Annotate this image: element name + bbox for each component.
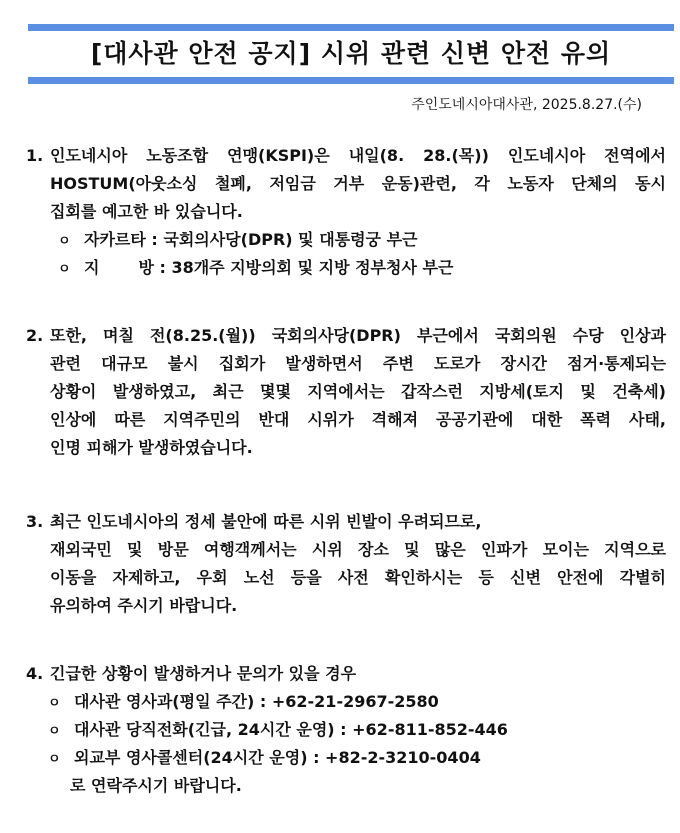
title-bottom-rule [28,77,674,84]
contact-item: ㅇ 대사관 당직전화(긴급, 24시간 운영) : +62-811-852-446 [26,716,666,744]
bullet-circle-icon: ㅇ [58,234,71,249]
section-line: 2. 또한, 며칠 전(8.25.(월)) 국회의사당(DPR) 부근에서 국회의원 수당 인상과 [26,322,666,350]
section-number: 1. [26,146,44,165]
section-number: 2. [26,326,44,345]
issuer-date: 주인도네시아대사관, 2025.8.27.(수) [411,97,642,113]
section-line: HOSTUM(아웃소싱 철폐, 저임금 거부 운동)관련, 각 노동자 단체의 동시 [50,174,666,193]
section-line: 이동을 자제하고, 우회 노선 등을 사전 확인하시는 등 신변 안전에 각별히 [50,568,666,587]
section-4 [26,660,666,800]
bullet-circle-icon: ㅇ [58,262,71,277]
section-number: 4. [26,664,44,683]
bullet-circle-icon: ㅇ [48,724,61,739]
section-line: 집회를 예고한 바 있습니다. [50,202,243,221]
section-line: 재외국민 및 방문 여행객께서는 시위 장소 및 많은 인파가 모이는 지역으로 [50,540,666,559]
page-title: [대사관 안전 공지] 시위 관련 신변 안전 유의 [90,39,612,68]
section-line: 4. 긴급한 상황이 발생하거나 문의가 있을 경우 [26,660,666,688]
section-3 [26,508,666,620]
bullet-circle-icon: ㅇ [48,696,61,711]
section-line: 1. 인도네시아 노동조합 연맹(KSPI)은 내일(8. 28.(목)) 인도네시아 전역에서 [26,142,666,170]
bullet-item: ㅇ 지 방 : 38개주 지방의회 및 지방 정부청사 부근 [26,254,666,282]
section-line: 유의하여 주시기 바랍니다. [50,596,238,615]
section-line: 인상에 따른 지역주민의 반대 시위가 격해져 공공기관에 대한 폭력 사태, [50,410,666,429]
contact-item: ㅇ 외교부 영사콜센터(24시간 운영) : +82-2-3210-0404 [26,744,666,772]
title-top-rule [28,24,674,31]
section-line: 인명 피해가 발생하였습니다. [50,438,253,457]
bullet-item: ㅇ 자카르타 : 국회의사당(DPR) 및 대통령궁 부근 [26,226,666,254]
contact-item: ㅇ 대사관 영사과(평일 주간) : +62-21-2967-2580 [26,688,666,716]
section-line: 관련 대규모 불시 집회가 발생하면서 주변 도로가 장시간 점거·통제되는 [50,354,666,373]
closing-line: 로 연락주시기 바랍니다. [70,776,242,795]
section-1 [26,142,666,282]
section-2 [26,322,666,462]
section-line: 3. 최근 인도네시아의 정세 불안에 따른 시위 빈발이 우려되므로, [26,508,666,536]
bullet-circle-icon: ㅇ [48,752,61,767]
section-line: 상황이 발생하였고, 최근 몇몇 지역에서는 갑작스런 지방세(토지 및 건축세) [50,382,666,401]
section-number: 3. [26,512,44,531]
